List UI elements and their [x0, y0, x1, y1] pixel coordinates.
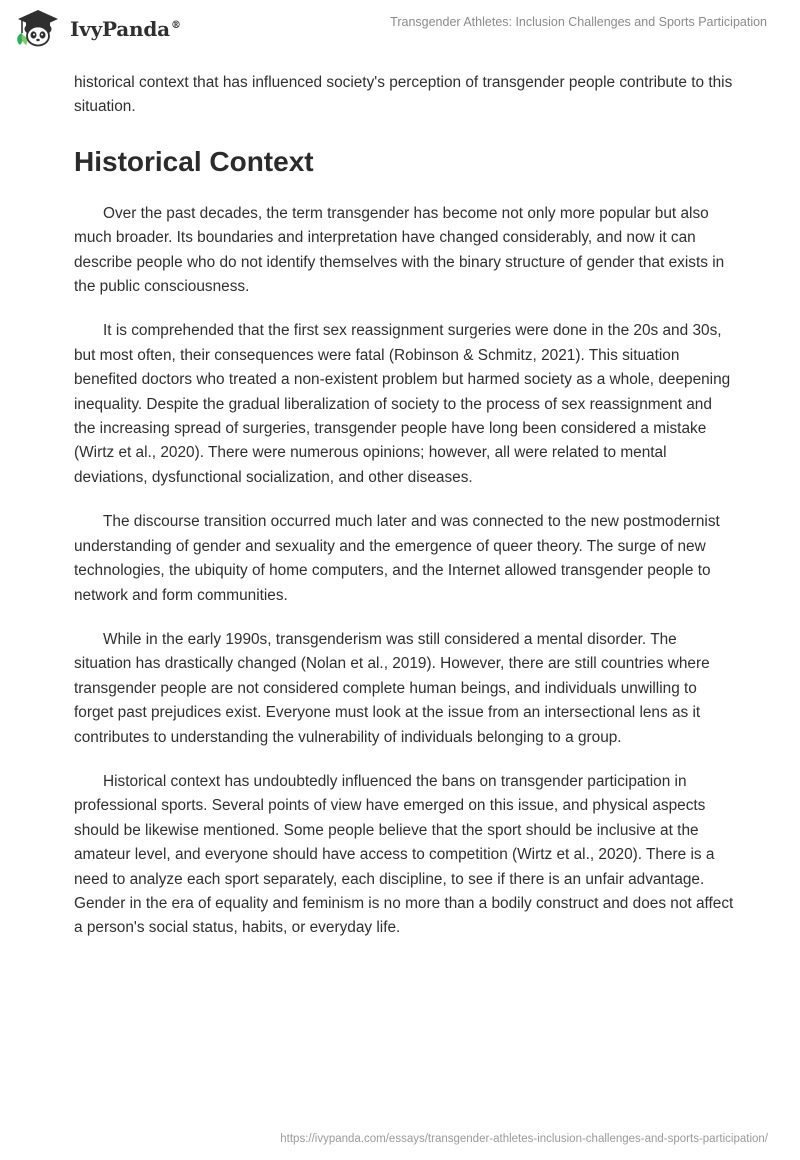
paragraph: Over the past decades, the term transgender has become not only more popular but also much broader. Its boundaries and interpretation have changed considerably, and now it can describe people who do not identify themselves with the binary structure of gender that exists in the public consciousness. [74, 204, 725, 296]
essay-content [74, 71, 734, 961]
registered-mark: ® [170, 20, 181, 32]
paragraph: Historical context has undoubtedly influenced the bans on transgender participation in professional sports. Several points of view have emerged on this issue, and physical aspects should be likewise mentioned. Some people believe that the sport should be inclusive at the amateur level, and everyone should have access to competition (Wirtz et al., 2020). There is a need to analyze each sport separately, each discipline, to see if there is an unfair advantage. Gender in the era of equality and feminism is no more than a bodily construct and does not affect a person's social status, habits, or everyday life. [74, 772, 734, 937]
section-heading: Historical Context [74, 145, 314, 177]
source-url[interactable]: https://ivypanda.com/essays/transgender-athletes-inclusion-challenges-and-sports-participation/ [280, 1133, 768, 1145]
document-title: Transgender Athletes: Inclusion Challenges and Sports Participation [390, 15, 767, 29]
ivypanda-logo[interactable] [14, 8, 181, 48]
paragraph: The discourse transition occurred much later and was connected to the new postmodernist understanding of gender and sexuality and the emergence of queer theory. The surge of new technologies, the ubiquity of home computers, and the Internet allowed transgender people to network and form communities. [74, 513, 720, 604]
page-header [0, 0, 800, 58]
panda-graduate-icon [14, 8, 64, 48]
paragraph: While in the early 1990s, transgenderism was still considered a mental disorder. The situation has drastically changed (Nolan et al., 2019). However, there are still countries where transgender people are not considered complete human beings, and individuals unwilling to forget past prejudices exist. Everyone must look at the issue from an intersectional lens as it contributes to understanding the vulnerability of individuals belonging to a group. [74, 630, 710, 746]
continued-paragraph: historical context that has influenced society's perception of transgender people contribute to this situation. [74, 74, 733, 116]
paragraph: It is comprehended that the first sex reassignment surgeries were done in the 20s and 30s, but most often, their consequences were fatal (Robinson & Schmitz, 2021). This situation benefited doctors who treated a non-existent problem but harmed society as a whole, deepening inequality. Despite the gradual liberalization of society to the process of sex reassignment and the increasing spread of surgeries, transgender people have long been considered a mistake (Wirtz et al., 2020). There were numerous opinions; however, all were related to mental deviations, dysfunctional socialization, and other diseases. [74, 322, 731, 486]
brand-name: IvyPanda® [70, 17, 181, 41]
